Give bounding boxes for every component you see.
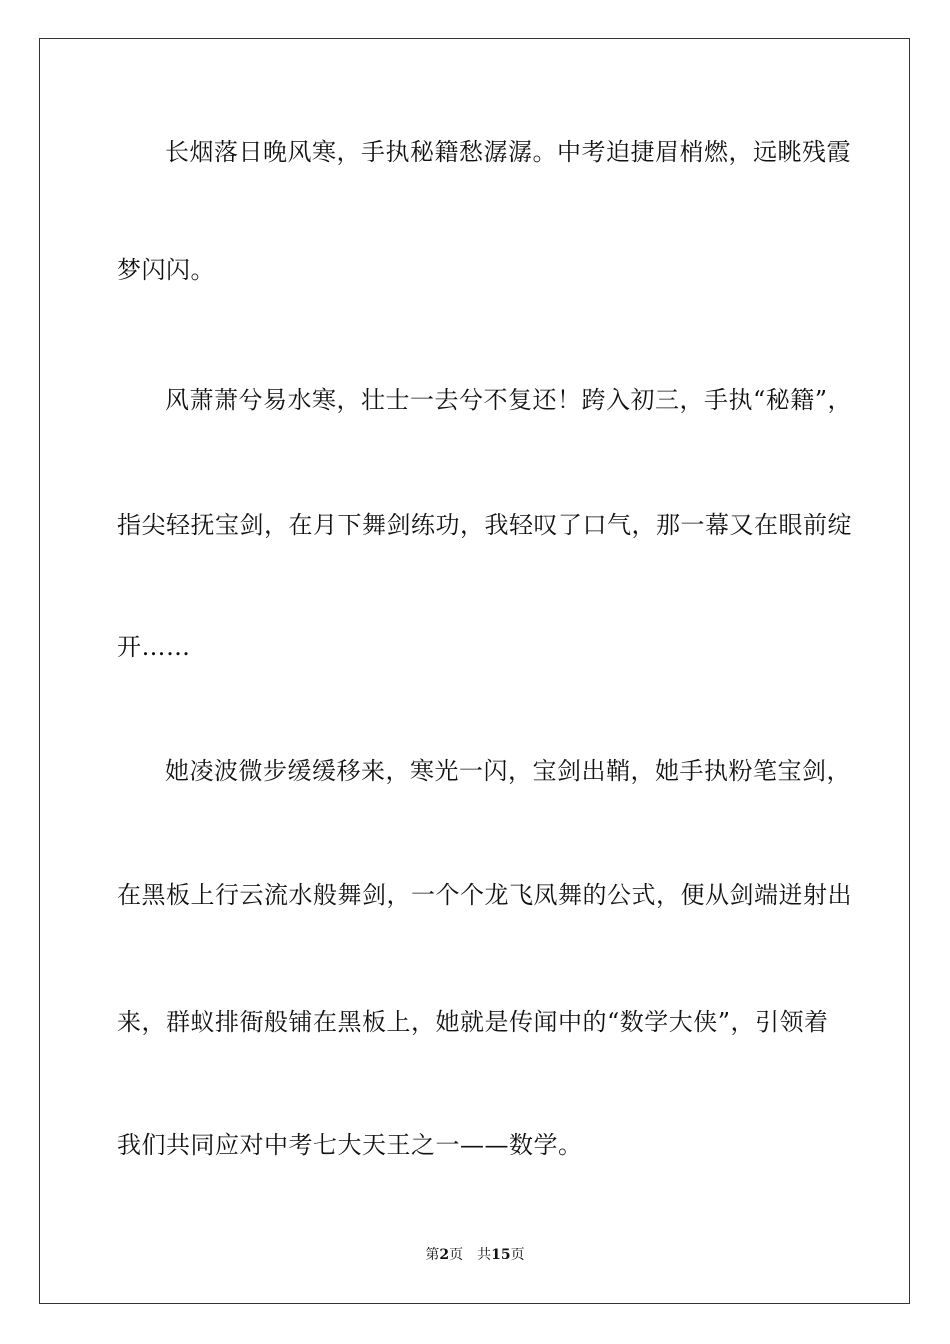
- paragraph-3-line-4: 我们共同应对中考七大天王之一——数学。: [117, 1131, 583, 1159]
- footer-page-prefix: 第: [425, 1247, 440, 1263]
- footer-total-number: 15: [491, 1247, 511, 1263]
- footer-page-number: 2: [439, 1247, 450, 1263]
- paragraph-3-line-1: 她凌波微步缓缓移来，寒光一闪，宝剑出鞘，她手执粉笔宝剑，: [165, 757, 851, 785]
- page-border: [39, 38, 910, 1304]
- paragraph-1-line-2: 梦闪闪。: [117, 256, 215, 284]
- footer-page-suffix: 页: [449, 1247, 464, 1263]
- footer-total-suffix: 页: [510, 1247, 525, 1263]
- footer-total-prefix: 共: [477, 1247, 492, 1263]
- paragraph-1-line-1: 长烟落日晚风寒，手执秘籍愁潺潺。中考迫捷眉梢燃，远眺残霞: [165, 138, 851, 166]
- paragraph-3-line-2: 在黑板上行云流水般舞剑，一个个龙飞凤舞的公式，便从剑端迸射出: [117, 881, 852, 909]
- paragraph-2-line-3: 开……: [117, 633, 191, 661]
- page-footer: [0, 1246, 950, 1264]
- paragraph-3-line-3: 来，群蚁排衙般铺在黑板上，她就是传闻中的“数学大侠”，引领着: [117, 1008, 829, 1036]
- paragraph-2-line-2: 指尖轻抚宝剑，在月下舞剑练功，我轻叹了口气，那一幕又在眼前绽: [117, 511, 852, 539]
- paragraph-2-line-1: 风萧萧兮易水寒，壮士一去兮不复还！跨入初三，手执“秘籍”，: [165, 386, 853, 414]
